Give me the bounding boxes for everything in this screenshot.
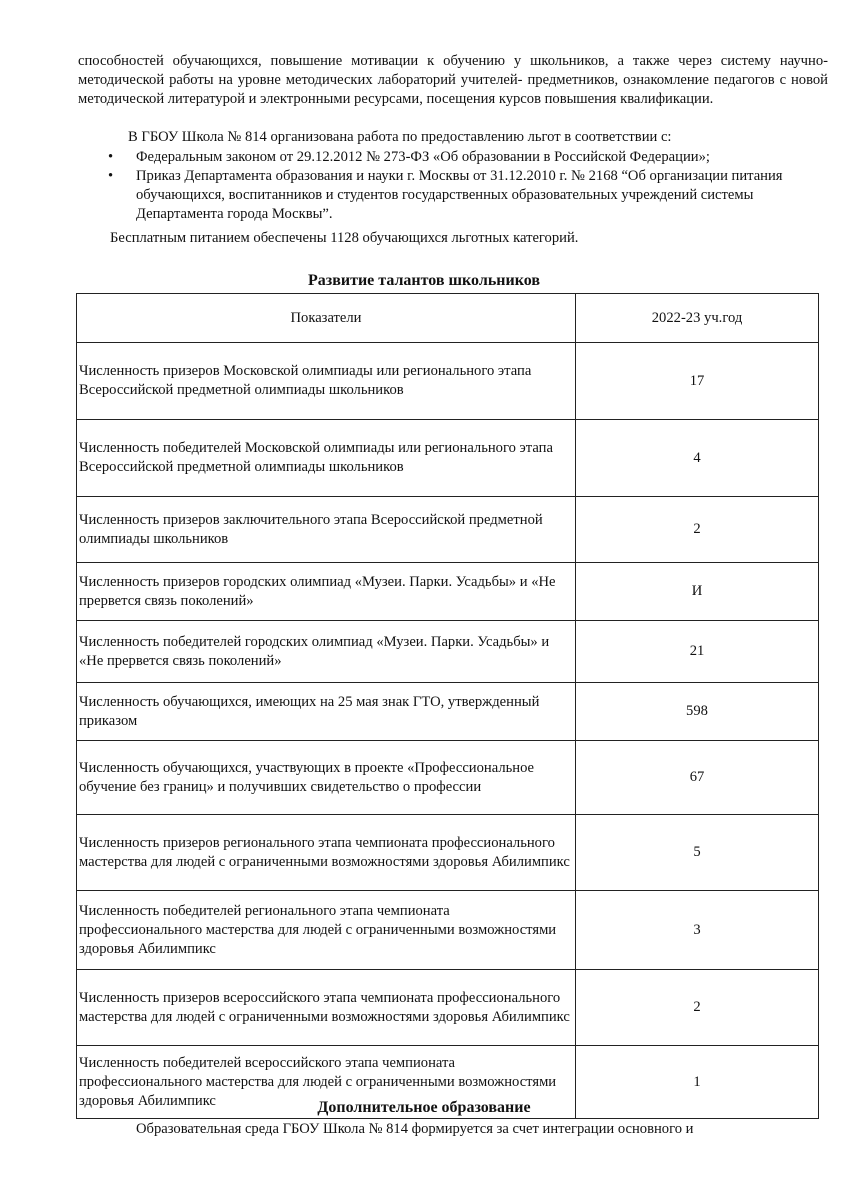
table-row [77, 683, 819, 741]
indicator-cell: Численность призеров регионального этапа чемпионата профессионального мастерства для людей с ограниченными возможностями здоровья Абилимпикс [77, 815, 576, 891]
value-cell: 17 [576, 343, 819, 420]
table-row [77, 497, 819, 563]
indicator-cell: Численность обучающихся, участвующих в проекте «Профессиональное обучение без границ» и получивших свидетельство о профессии [77, 741, 576, 815]
value-cell: 2 [576, 970, 819, 1046]
intro-paragraph-2: В ГБОУ Школа № 814 организована работа по предоставлению льгот в соответствии с: [128, 129, 672, 145]
indicator-cell: Численность победителей городских олимпиад «Музеи. Парки. Усадьбы» и «Не прервется связь поколений» [77, 621, 576, 683]
indicator-cell: Численность призеров заключительного этапа Всероссийской предметной олимпиады школьников [77, 497, 576, 563]
value-cell: 2 [576, 497, 819, 563]
table-row [77, 970, 819, 1046]
indicator-cell: Численность призеров городских олимпиад «Музеи. Парки. Усадьбы» и «Не прервется связь поколений» [77, 563, 576, 621]
bullet-marker: • [108, 149, 114, 165]
additional-education-title: Дополнительное образование [317, 1099, 531, 1116]
value-cell: 1 [576, 1046, 819, 1119]
value-cell: 67 [576, 741, 819, 815]
value-cell: 598 [576, 683, 819, 741]
indicator-cell: Численность призеров Московской олимпиады или регионального этапа Всероссийской предметной олимпиады школьников [77, 343, 576, 420]
column-header-year: 2022-23 уч.год [576, 294, 819, 343]
value-cell: И [576, 563, 819, 621]
benefits-list-text: Федеральным законом от 29.12.2012 № 273-ФЗ «Об образовании в Российской Федерации»; [136, 149, 710, 165]
value-cell: 4 [576, 420, 819, 497]
table-row [77, 741, 819, 815]
table-row [77, 891, 819, 970]
talents-section-title: Развитие талантов школьников [308, 272, 540, 289]
benefits-list-item [108, 167, 830, 224]
indicator-cell: Численность призеров всероссийского этапа чемпионата профессионального мастерства для людей с ограниченными возможностями здоровья Абилимпикс [77, 970, 576, 1046]
intro-paragraph-1: способностей обучающихся, повышение мотивации к обучению у школьников, а также через систему научно-методической работы на уровне методических лабораторий учителей- предметников, ознакомление педагогов с новой методической литературой и электронными ресурсами, посещения курсов повышения квалификации. [78, 53, 828, 107]
indicator-cell: Численность победителей всероссийского этапа чемпионата профессионального мастерства для людей с ограниченными возможностями здоровья Абилимпикс [77, 1046, 576, 1119]
column-header-indicators: Показатели [77, 294, 576, 343]
talents-table [76, 293, 819, 1119]
indicator-cell: Численность победителей регионального этапа чемпионата профессионального мастерства для людей с ограниченными возможностями здоровья Абилимпикс [77, 891, 576, 970]
intro-paragraph-3: Бесплатным питанием обеспечены 1128 обучающихся льготных категорий. [110, 230, 579, 246]
value-cell: 5 [576, 815, 819, 891]
benefits-list-item [108, 148, 830, 167]
table-row [77, 815, 819, 891]
additional-education-paragraph: Образовательная среда ГБОУ Школа № 814 формируется за счет интеграции основного и [136, 1121, 694, 1137]
value-cell: 21 [576, 621, 819, 683]
table-row [77, 621, 819, 683]
benefits-list [108, 148, 830, 224]
indicator-cell: Численность победителей Московской олимпиады или регионального этапа Всероссийской предметной олимпиады школьников [77, 420, 576, 497]
benefits-list-text: Приказ Департамента образования и науки г. Москвы от 31.12.2010 г. № 2168 “Об организации питания обучающихся, воспитанников и студентов государственных образовательных учреждений системы Департамента города Москвы”. [136, 168, 783, 222]
indicator-cell: Численность обучающихся, имеющих на 25 мая знак ГТО, утвержденный приказом [77, 683, 576, 741]
table-row [77, 563, 819, 621]
value-cell: 3 [576, 891, 819, 970]
table-header-row [77, 294, 819, 343]
table-row [77, 420, 819, 497]
table-row [77, 343, 819, 420]
bullet-marker: • [108, 168, 114, 184]
